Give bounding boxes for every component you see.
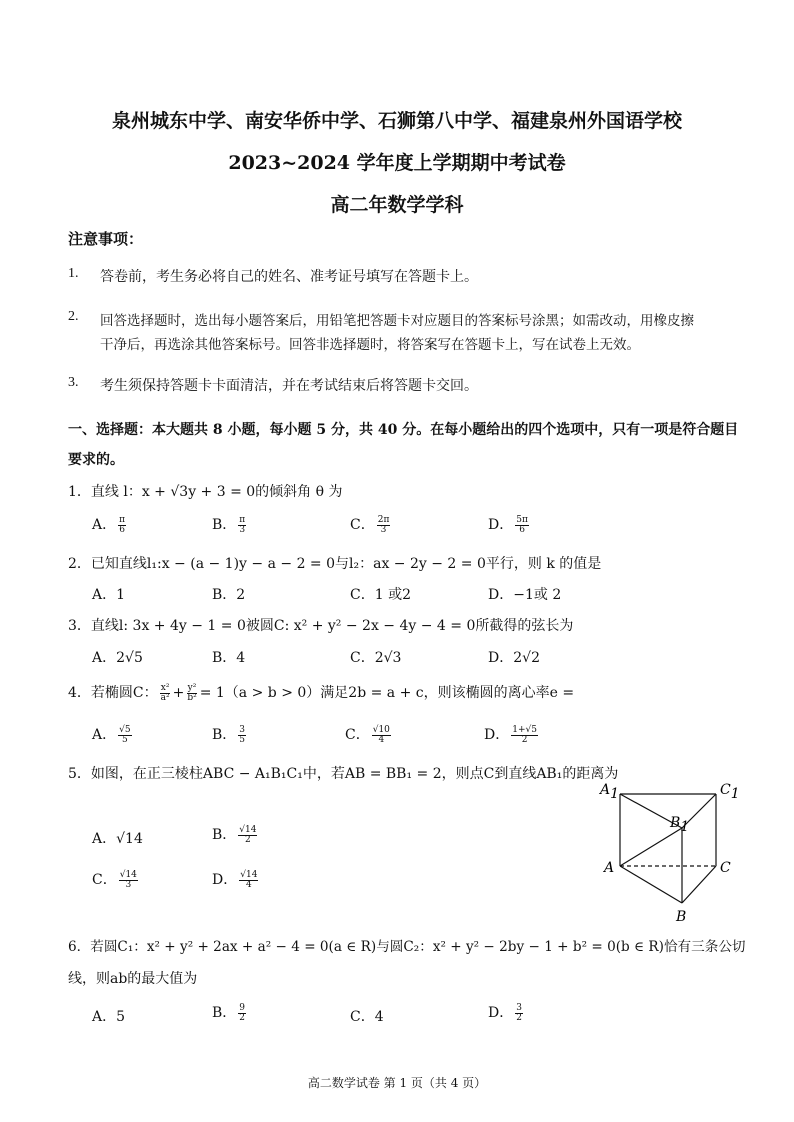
q6-option-c[interactable]: C．4 [350,1009,384,1025]
q2-option-c[interactable]: C．1 或2 [350,587,411,603]
label-c: C [720,860,731,876]
label-b: B [676,909,687,925]
subject-title: 高二年数学学科 [330,194,464,216]
question-4-stem: 4．若椭圆C： $\frac{\text{x²}}{\text{a²}}$ + $\frac{\text{y²}}{\text{b²}}$ = 1（a > b > 0）满足2b = a + c，则该椭圆的离心率e = [68,682,575,703]
q2-option-d[interactable]: D．−1或 2 [488,587,562,603]
q5-option-b[interactable]: B． $\frac{√14}{2}$ [212,824,257,845]
label-a1: A1 [600,782,620,802]
notice-num-2: 2. [68,309,79,324]
section-heading: 一、选择题：本大题共 8 小题，每小题 5 分，共 40 分。在每小题给出的四个选项中，只有一项是符合题目 [68,422,739,438]
label-a: A [604,860,615,876]
question-1-stem: 1．直线 l：x + √3y + 3 = 0的倾斜角 θ 为 [68,484,343,500]
q4-option-c[interactable]: C． $\frac{√10}{4}$ [345,724,390,745]
q1-option-d[interactable]: D． $\frac{5\pi}{6}$ [488,514,528,535]
q2-option-a[interactable]: A．1 [92,587,126,603]
question-6-stem-cont: 线，则ab的最大值为 [68,971,198,987]
edge-ab [620,866,682,903]
q5-option-d[interactable]: D． $\frac{√14}{4}$ [212,869,258,890]
q4-option-d[interactable]: D． $\frac{1+√5}{2}$ [484,724,537,745]
q4-option-a[interactable]: A． $\frac{√5}{5}$ [92,724,131,745]
section-heading-cont: 要求的。 [68,452,124,468]
exam-title: 2023~2024 学年度上学期期中考试卷 [228,152,566,174]
edge-ab1 [620,828,682,866]
q2-option-b[interactable]: B．2 [212,587,246,603]
question-2-stem: 2．已知直线l₁:x − (a − 1)y − a − 2 = 0与l₂：ax − 2y − 2 = 0平行，则 k 的值是 [68,556,602,572]
q1-option-b[interactable]: B． $\frac{\pi}{3}$ [212,514,246,535]
notice-num-1: 1. [68,266,79,281]
q6-option-a[interactable]: A．5 [92,1009,126,1025]
question-5-stem: 5．如图，在正三棱柱ABC − A₁B₁C₁中，若AB = BB₁ = 2，则点C到直线AB₁的距离为 [68,766,619,782]
school-title: 泉州城东中学、南安华侨中学、石狮第八中学、福建泉州外国语学校 [111,110,682,132]
edge-bc [682,866,716,903]
q3-option-c[interactable]: C．2√3 [350,650,402,666]
q1-option-a[interactable]: A． $\frac{\pi}{6}$ [92,514,126,535]
question-3-stem: 3．直线l: 3x + 4y − 1 = 0被圆C: x² + y² − 2x − 4y − 4 = 0所截得的弦长为 [68,618,574,634]
q5-option-c[interactable]: C． $\frac{√14}{3}$ [92,869,137,890]
q1-option-c[interactable]: C． $\frac{2\pi}{3}$ [350,514,390,535]
q3-option-a[interactable]: A．2√5 [92,650,143,666]
q5-option-a[interactable]: A．√14 [92,831,143,847]
question-6-stem: 6．若圆C₁：x² + y² + 2ax + a² − 4 = 0(a ∈ R)与圆C₂：x² + y² − 2by − 1 + b² = 0(b ∈ R)恰有三条公切 [68,939,746,955]
notice-text-2a: 回答选择题时，选出每小题答案后，用铅笔把答题卡对应题目的答案标号涂黑；如需改动，用橡皮擦 [100,313,694,329]
q6-option-d[interactable]: D． $\frac{3}{2}$ [488,1002,522,1023]
prism-figure [596,778,746,928]
notice-text-3: 考生须保持答题卡卡面清洁，并在考试结束后将答题卡交回。 [100,378,478,394]
q4-option-b[interactable]: B． $\frac{3}{5}$ [212,724,246,745]
label-c1: C1 [720,782,740,802]
notice-text-1: 答卷前，考生务必将自己的姓名、准考证号填写在答题卡上。 [100,269,478,285]
notice-heading: 注意事项： [68,230,144,248]
notice-num-3: 3. [68,375,79,390]
page-footer: 高二数学试卷 第 1 页（共 4 页） [307,1076,487,1090]
notice-text-2b: 干净后，再选涂其他答案标号。回答非选择题时，将答案写在答题卡上，写在试卷上无效。 [100,337,640,353]
q3-option-d[interactable]: D．2√2 [488,650,540,666]
q6-option-b[interactable]: B． $\frac{9}{2}$ [212,1002,246,1023]
q3-option-b[interactable]: B．4 [212,650,246,666]
label-b1: B1 [670,815,690,835]
